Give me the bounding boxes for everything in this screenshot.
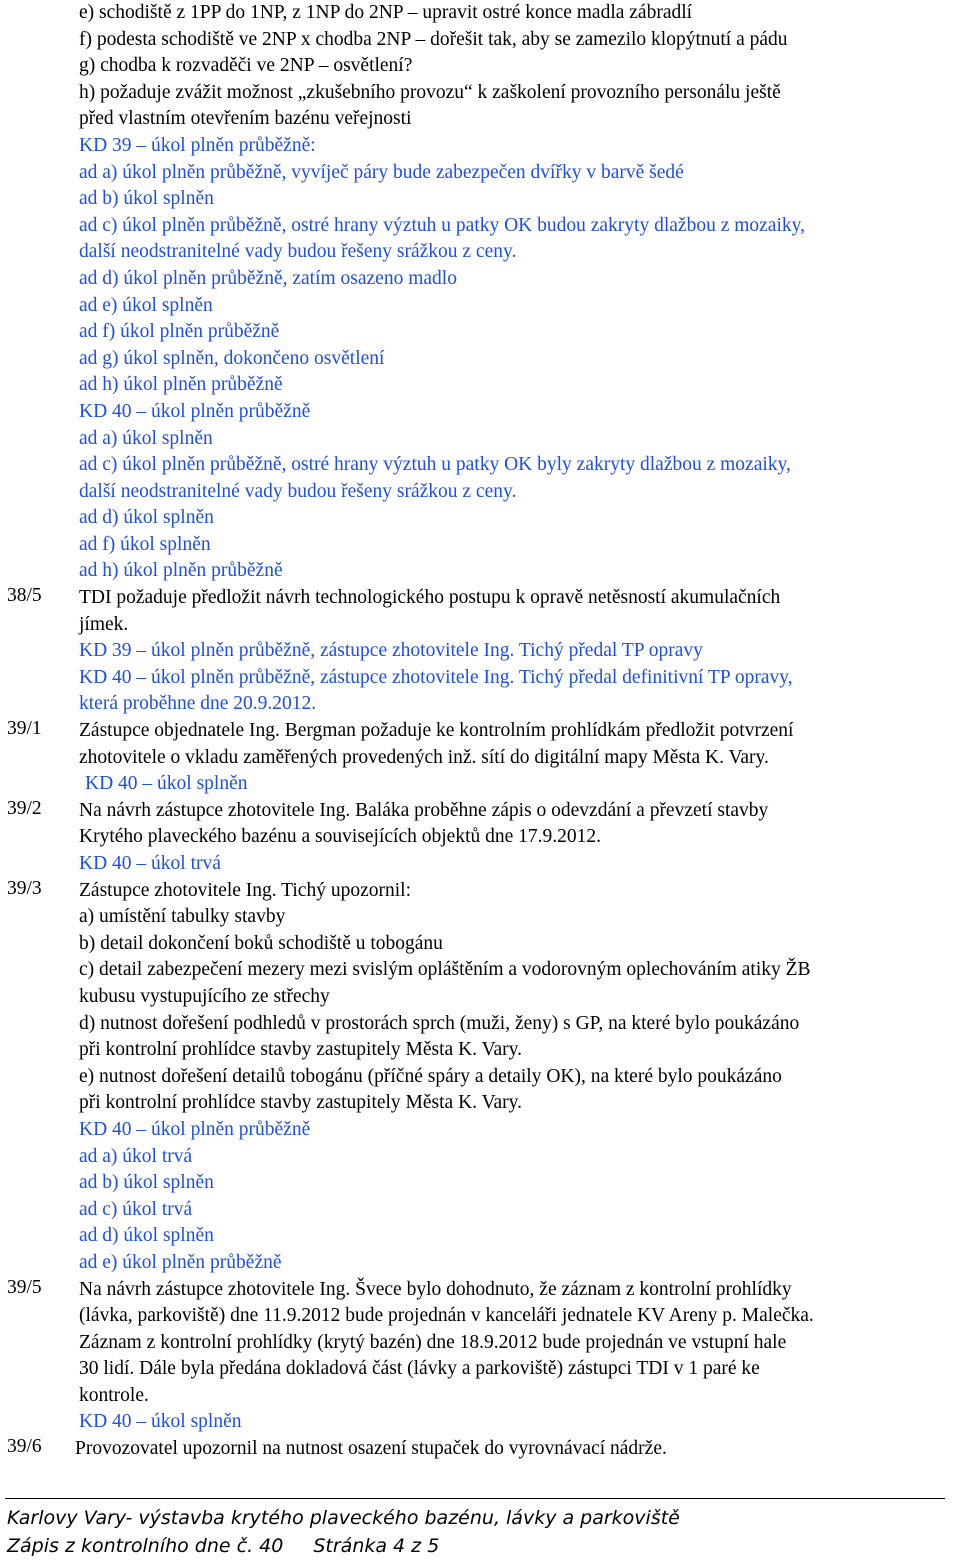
text-line: TDI požaduje předložit návrh technologického postupu k opravě netěsností akumulačních xyxy=(79,587,781,609)
status-line: která proběhne dne 20.9.2012. xyxy=(79,693,317,715)
text-line: Na návrh zástupce zhotovitele Ing. Švece bylo dohodnuto, že záznam z kontrolní prohlídky xyxy=(79,1278,792,1300)
text-line: e) nutnost dořešení detailů tobogánu (příčné spáry a detaily OK), na které bylo poukázáno xyxy=(79,1065,782,1087)
minutes-item xyxy=(0,0,960,585)
status-line: KD 40 – úkol plněn průběžně, zástupce zhotovitele Ing. Tichý předal definitivní TP opravy, xyxy=(79,666,793,688)
text-line: při kontrolní prohlídce stavby zastupitely Města K. Vary. xyxy=(79,1092,522,1114)
status-line: ad d) úkol plněn průběžně, zatím osazeno madlo xyxy=(79,267,457,289)
status-line: KD 39 – úkol plněn průběžně, zástupce zhotovitele Ing. Tichý předal TP opravy xyxy=(79,640,703,662)
status-line: ad e) úkol splněn xyxy=(79,294,213,316)
status-line: ad c) úkol plněn průběžně, ostré hrany výztuh u patky OK budou zakryty dlažbou z mozaiky, xyxy=(79,214,805,236)
status-line: KD 40 – úkol splněn xyxy=(79,1411,242,1433)
status-line: ad d) úkol splněn xyxy=(79,507,214,529)
text-line: zhotovitele o vkladu zaměřených provedených inž. sítí do digitální mapy Města K. Vary. xyxy=(79,746,769,768)
status-line: ad e) úkol plněn průběžně xyxy=(79,1251,282,1273)
text-line: před vlastním otevřením bazénu veřejnosti xyxy=(79,108,412,130)
item-number: 38/5 xyxy=(7,585,42,607)
text-line: jímek. xyxy=(79,613,129,635)
status-line: KD 40 – úkol trvá xyxy=(79,853,221,874)
minutes-item xyxy=(0,798,960,878)
text-line: b) detail dokončení boků schodiště u tobogánu xyxy=(79,932,443,954)
item-number: 39/6 xyxy=(7,1436,42,1458)
status-line: KD 40 – úkol splněn xyxy=(85,773,248,795)
text-line: kontrole. xyxy=(79,1384,149,1406)
status-line: ad a) úkol splněn xyxy=(79,427,213,449)
minutes-item xyxy=(0,1436,960,1463)
text-line: Zástupce zhotovitele Ing. Tichý upozornil: xyxy=(79,879,411,901)
status-line: ad g) úkol splněn, dokončeno osvětlení xyxy=(79,347,385,369)
status-line: ad b) úkol splněn xyxy=(79,188,214,210)
status-line: ad f) úkol splněn xyxy=(79,533,211,555)
footer-minutes: Zápis z kontrolního dne č. 40 xyxy=(7,1535,284,1557)
footer-page: Stránka 4 z 5 xyxy=(313,1535,440,1557)
text-line: Krytého plaveckého bazénu a souvisejících objektů dne 17.9.2012. xyxy=(79,826,602,848)
status-line: další neodstranitelné vady budou řešeny srážkou z ceny. xyxy=(79,480,517,502)
text-line: (lávka, parkoviště) dne 11.9.2012 bude projednán v kanceláři jednatele KV Areny p. Malečka. xyxy=(79,1305,814,1327)
text-line: e) schodiště z 1PP do 1NP, z 1NP do 2NP – upravit ostré konce madla zábradlí xyxy=(79,2,693,23)
text-line: Zástupce objednatele Ing. Bergman požaduje ke kontrolním prohlídkám předložit potvrzení xyxy=(79,720,794,742)
status-line: KD 40 – úkol plněn průběžně xyxy=(79,1118,311,1140)
item-number: 39/3 xyxy=(7,877,42,899)
text-line: Provozovatel upozornil na nutnost osazení stupaček do vyrovnávací nádrže. xyxy=(75,1438,667,1460)
text-line: f) podesta schodiště ve 2NP x chodba 2NP – dořešit tak, aby se zamezilo klopýtnutí a pádu xyxy=(79,28,788,50)
text-line: h) požaduje zvážit možnost „zkušebního provozu“ k zaškolení provozního personálu ještě xyxy=(79,81,781,103)
status-line: KD 40 – úkol plněn průběžně xyxy=(79,400,311,422)
minutes-item xyxy=(0,718,960,798)
minutes-item xyxy=(0,878,960,1277)
status-line: ad a) úkol plněn průběžně, vyvíječ páry bude zabezpečen dvířky v barvě šedé xyxy=(79,161,684,183)
status-line: ad a) úkol trvá xyxy=(79,1145,193,1167)
status-line: ad c) úkol trvá xyxy=(79,1198,193,1220)
minutes-item xyxy=(0,585,960,718)
footer-rule xyxy=(5,1498,945,1499)
text-line: c) detail zabezpečení mezery mezi svislým opláštěním a vodorovným oplechováním atiky ŽB xyxy=(79,959,811,981)
text-line: Na návrh zástupce zhotovitele Ing. Baláka proběhne zápis o odevzdání a převzetí stavby xyxy=(79,799,769,821)
text-line: g) chodba k rozvaděči ve 2NP – osvětlení? xyxy=(79,55,413,77)
item-number: 39/2 xyxy=(7,797,42,819)
footer-minutes-line xyxy=(7,1535,439,1557)
footer-project: Karlovy Vary- výstavba krytého plaveckého bazénu, lávky a parkoviště xyxy=(7,1507,680,1529)
status-line: ad c) úkol plněn průběžně, ostré hrany výztuh u patky OK byly zakryty dlažbou z mozaiky, xyxy=(79,454,791,476)
text-line: d) nutnost dořešení podhledů v prostorách sprch (muži, ženy) s GP, na které bylo poukázáno xyxy=(79,1012,800,1034)
minutes-item xyxy=(0,1277,960,1437)
status-line: ad d) úkol splněn xyxy=(79,1225,214,1247)
status-line: ad f) úkol plněn průběžně xyxy=(79,321,280,343)
item-number: 39/1 xyxy=(7,718,42,740)
status-line: další neodstranitelné vady budou řešeny srážkou z ceny. xyxy=(79,241,517,263)
text-line: a) umístění tabulky stavby xyxy=(79,906,286,928)
text-line: kubusu vystupujícího ze střechy xyxy=(79,985,330,1007)
item-number: 39/5 xyxy=(7,1276,42,1298)
status-line: ad h) úkol plněn průběžně xyxy=(79,560,283,582)
text-line: při kontrolní prohlídce stavby zastupitely Města K. Vary. xyxy=(79,1039,522,1061)
status-line: KD 39 – úkol plněn průběžně: xyxy=(79,134,316,156)
status-line: ad h) úkol plněn průběžně xyxy=(79,374,283,396)
text-line: 30 lidí. Dále byla předána dokladová část (lávky a parkoviště) zástupci TDI v 1 paré ke xyxy=(79,1358,760,1380)
text-line: Záznam z kontrolní prohlídky (krytý bazén) dne 18.9.2012 bude projednán ve vstupní hale xyxy=(79,1331,787,1353)
status-line: ad b) úkol splněn xyxy=(79,1172,214,1194)
